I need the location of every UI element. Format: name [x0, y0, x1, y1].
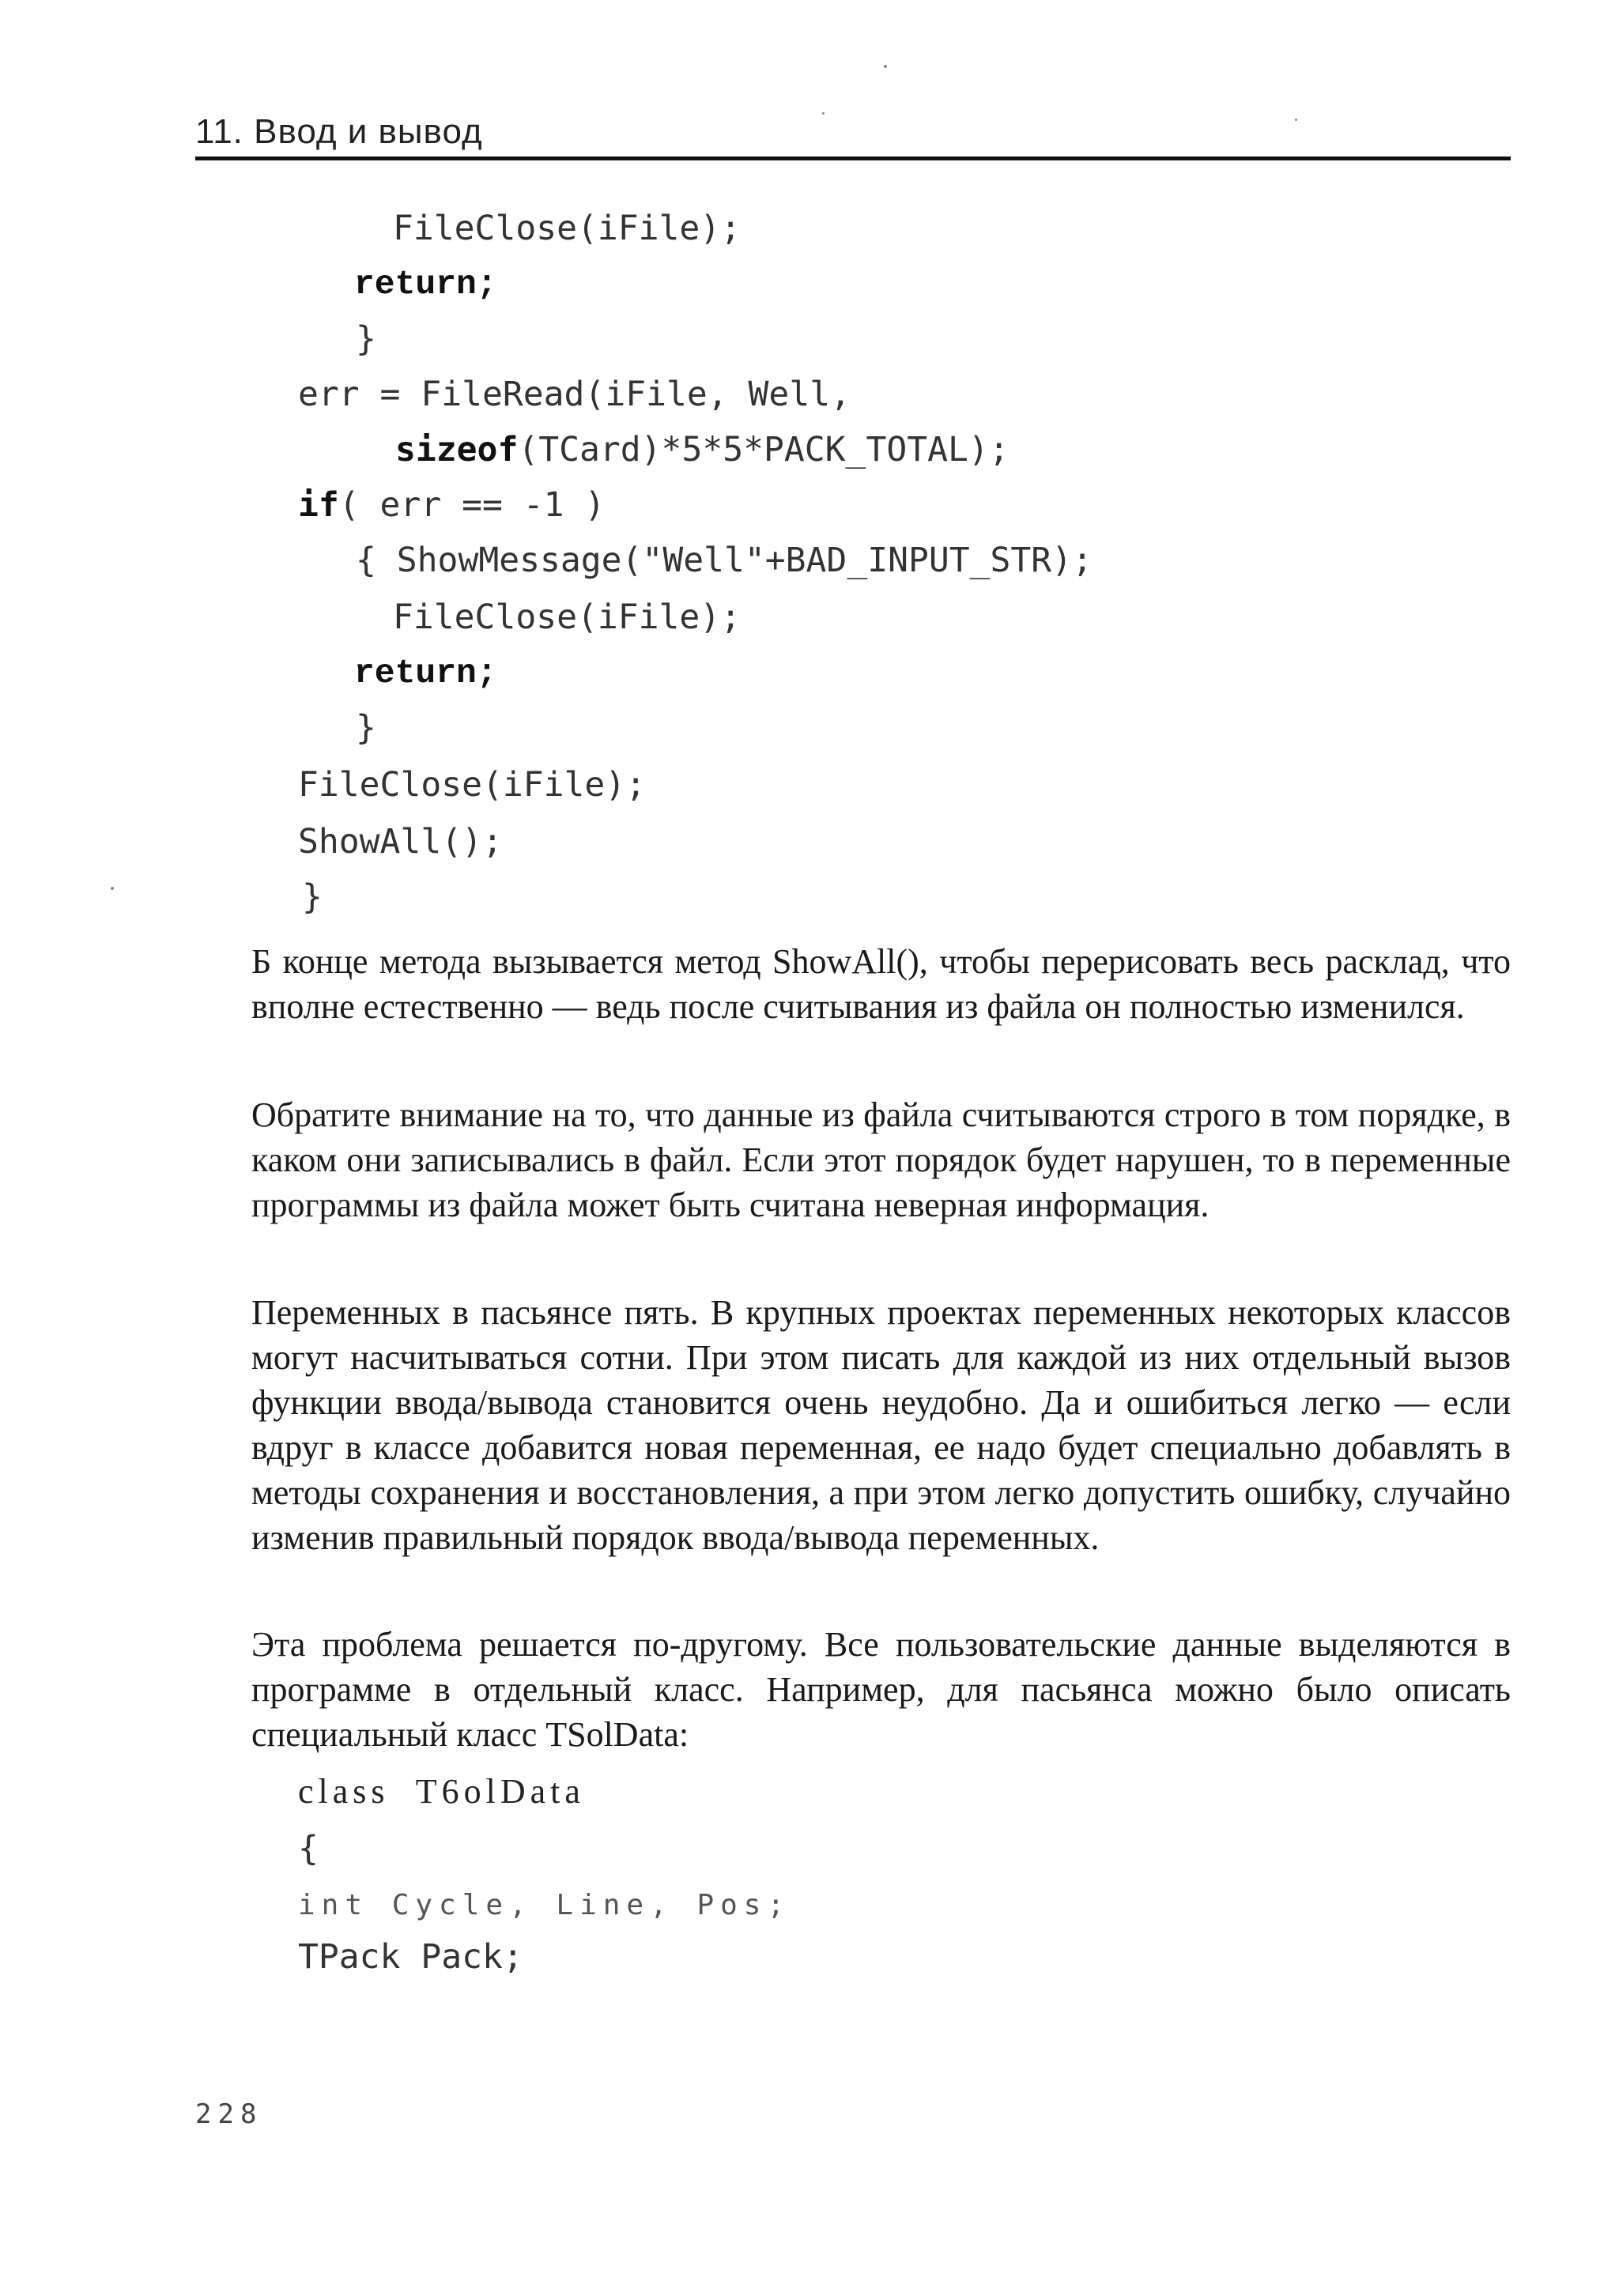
scan-speck	[822, 112, 825, 115]
scan-speck	[1295, 119, 1297, 121]
code-line: FileClose(iFile);	[393, 209, 742, 248]
body-paragraph-3: Переменных в пасьянсе пять. В крупных проектах переменных некоторых классов могут насчитываться сотни. При этом писать для каждой из них отдельный вызов функции ввода/вывода становится очень неудобно. Да и ошибиться легко — если вдруг в классе добавится новая переменная, ее надо будет специально добавлять в методы сохранения и восстановления, а при этом легко допустить ошибку, случайно изменив правильный порядок ввода/вывода переменных.	[251, 1293, 1511, 1557]
body-paragraph-2: Обратите внимание на то, что данные из файла считываются строго в том порядке, в каком они записывались в файл. Если этот порядок будет нарушен, то в переменные программы из файла может быть считана неверная информация.	[251, 1095, 1511, 1224]
page-number: 228	[195, 2098, 263, 2130]
code-line: err = FileRead(iFile, Well,	[298, 375, 851, 414]
code-line: }	[302, 877, 323, 917]
code-line-keyword: return;	[354, 654, 497, 692]
code-line: class T6olData	[298, 1772, 585, 1811]
code-line: { ShowMessage("Well"+BAD_INPUT_STR);	[356, 541, 1093, 580]
header-rule	[195, 156, 1511, 160]
code-text: (TCard)*5*5*PACK_TOTAL);	[518, 430, 1010, 469]
body-paragraph-4: Эта проблема решается по-другому. Все пользовательские данные выделяются в программе в отдельный класс. Например, для пасьянса можно было описать специальный класс TSolData:	[251, 1625, 1511, 1754]
scan-speck	[111, 887, 114, 890]
code-line: {	[298, 1829, 319, 1868]
code-line: FileClose(iFile);	[393, 598, 742, 637]
body-paragraph-1: Б конце метода вызывается метод ShowAll(), чтобы перерисовать весь расклад, что вполне естественно — ведь после считывания из файла он полностью изменился.	[251, 942, 1511, 1026]
code-line: ShowAll();	[298, 822, 503, 861]
code-line: FileClose(iFile);	[298, 765, 647, 805]
code-line: int Cycle, Line, Pos;	[298, 1889, 791, 1921]
scan-speck	[884, 65, 887, 68]
chapter-running-head: 11. Ввод и вывод	[195, 112, 483, 151]
code-line: TPack Pack;	[298, 1937, 523, 1977]
code-text: ( err == -1 )	[338, 485, 606, 525]
code-keyword: sizeof	[395, 430, 519, 469]
code-line: }	[356, 708, 376, 748]
code-line: }	[356, 319, 376, 359]
code-keyword: if	[298, 485, 339, 525]
code-line-keyword: return;	[354, 265, 497, 303]
code-line	[298, 485, 606, 525]
code-line	[395, 430, 1010, 469]
